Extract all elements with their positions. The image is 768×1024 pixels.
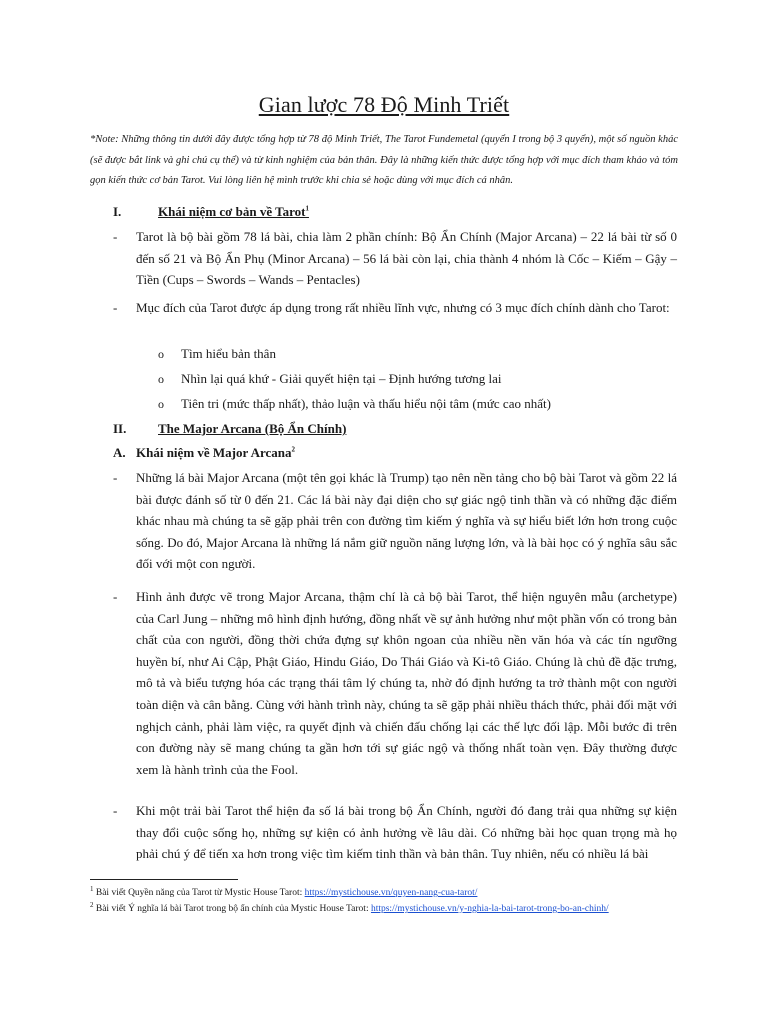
section-2-paragraph-1: Những lá bài Major Arcana (một tên gọi khác là Trump) tạo nên nền tảng cho bộ bài Tarot và gồm 22 lá bài được đánh số từ 0 đến 21. Các lá bài này đại diện cho sự giác ngộ tinh thần và có những đặc điểm khác nhau mà chúng ta sẽ gặp phải trên con đường tìm kiếm ý nghĩa và sự hiểu biết lớn hơn trong cuộc sống. Do đó, Major Arcana là những lá nắm giữ nguồn năng lượng lớn, và là bài học có ý nghĩa sâu sắc đối với một con người. (136, 470, 677, 572)
list-dash: - (113, 300, 118, 315)
bullet-circle-icon: o (158, 372, 164, 386)
subsection-a-heading (136, 445, 295, 461)
section-1-number: I. (113, 204, 122, 219)
section-2-number: II. (113, 421, 127, 436)
bullet-circle-icon: o (158, 397, 164, 411)
section-1-paragraph-1: Tarot là bộ bài gồm 78 lá bài, chia làm 2 phần chính: Bộ Ẩn Chính (Major Arcana) – 22 lá bài từ số 0 đến số 21 và Bộ Ẩn Phụ (Minor Arcana) – 56 lá bài còn lại, chia thành 4 nhóm là Cốc – Kiếm – Gậy – Tiền (Cups – Swords – Wands – Pentacles) (136, 229, 677, 288)
purpose-item-2: Nhìn lại quá khứ - Giải quyết hiện tại – Định hướng tương lai (181, 371, 502, 386)
footnote-ref-1[interactable]: 1 (305, 204, 309, 213)
section-2-paragraph-3: Khi một trải bài Tarot thể hiện đa số lá bài trong bộ Ẩn Chính, người đó đang trải qua những sự kiện thay đổi cuộc sống họ, những sự kiện có ảnh hưởng về lâu dài. Có những bài học quan trọng mà họ phải chú ý để tiến xa hơn trong việc tìm kiếm tinh thần và bản thân. Tuy nhiên, nếu có nhiều lá bài (136, 803, 677, 862)
section-1-heading-text: Khái niệm cơ bản về Tarot (158, 204, 306, 219)
section-1-heading (158, 204, 309, 220)
footnote-2-link[interactable]: https://mystichouse.vn/y-nghia-la-bai-tarot-trong-bo-an-chinh/ (370, 904, 609, 915)
intro-note: *Note: Những thông tin dưới đây được tổng hợp từ 78 độ Minh Triết, The Tarot Fundemetal (quyển I trong bộ 3 quyển), một số nguồn khác (sẽ được bắt link và ghi chú cụ thể) và từ kinh nghiệm của bản thân. Đây là những kiến thức được tổng hợp với mục đích tham khảo và tóm gọn kiến thức cơ bản Tarot. Vui lòng liên hệ mình trước khi chia sẻ hoặc dùng với mục đích cá nhân. (90, 134, 678, 186)
list-dash: - (113, 470, 118, 485)
section-2-heading: The Major Arcana (Bộ Ẩn Chính) (158, 421, 347, 436)
list-dash: - (113, 589, 118, 604)
footnote-1 (90, 885, 477, 898)
subsection-a-number: A. (113, 445, 126, 460)
section-1-paragraph-2: Mục đích của Tarot được áp dụng trong rất nhiều lĩnh vực, nhưng có 3 mục đích chính dành cho Tarot: (136, 300, 670, 315)
purpose-item-3: Tiên tri (mức thấp nhất), thảo luận và thấu hiểu nội tâm (mức cao nhất) (181, 396, 551, 411)
footnote-ref-2[interactable]: 2 (291, 445, 296, 454)
subsection-a-heading-text: Khái niệm về Major Arcana (136, 445, 292, 460)
bullet-circle-icon: o (158, 347, 164, 361)
footnote-2-text: Bài viết Ý nghĩa lá bài Tarot trong bộ ẩn chính của Mystic House Tarot: (93, 904, 371, 915)
footnote-1-link[interactable]: https://mystichouse.vn/quyen-nang-cua-tarot/ (304, 888, 478, 899)
list-dash: - (113, 803, 118, 818)
list-dash: - (113, 229, 118, 244)
footnote-1-number: 1 (90, 885, 94, 893)
footnote-2-number: 2 (90, 901, 94, 909)
footnote-separator (90, 879, 238, 880)
document-title: Gian lược 78 Độ Minh Triết (258, 92, 510, 117)
purpose-item-1: Tìm hiểu bản thân (181, 346, 276, 361)
section-2-paragraph-2: Hình ảnh được vẽ trong Major Arcana, thậm chí là cả bộ bài Tarot, thể hiện nguyên mẫu (archetype) của Carl Jung – những mô hình định hướng, đồng nhất về sự ảnh hưởng như một phần vốn có trong bản chất của con người, đồng thời chứa đựng sự khôn ngoan của nhiều nền văn hóa và các tín ngưỡng huyền bí, như Ai Cập, Phật Giáo, Hindu Giáo, Do Thái Giáo và Ki-tô Giáo. Chúng là chủ đề đặc trưng, mô tả và biểu tượng hóa các trạng thái tâm lý chúng ta, nhờ đó định hướng ta trở thành một con người toàn diện và cân bằng. Cùng với hành trình này, chúng ta sẽ gặp phải nhiều thách thức, phải đối mặt với nghịch cảnh, phải làm việc, ra quyết định và chiến đấu chống lại các thế lực đối lập. Mỗi bước đi trên con đường này sẽ mang chúng ta gần hơn tới sự giác ngộ và thống nhất toàn vẹn. Đây thường được xem là hành trình của the Fool. (136, 589, 677, 777)
footnote-1-text: Bài viết Quyền năng của Tarot từ Mystic House Tarot: (93, 888, 305, 899)
footnote-2 (90, 901, 609, 914)
